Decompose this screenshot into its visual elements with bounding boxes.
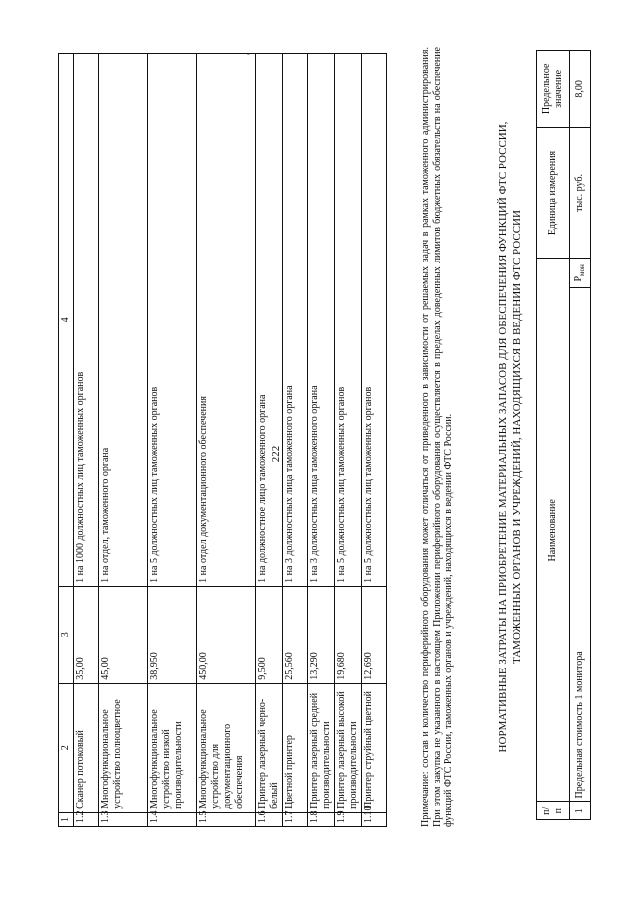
material-symbol <box>570 259 591 287</box>
section-title-line: НОРМАТИВНЫЕ ЗАТРАТЫ НА ПРИОБРЕТЕНИЕ МАТЕРИАЛЬНЫХ ЗАПАСОВ ДЛЯ ОБЕСПЕЧЕНИЯ ФУНКЦИЙ ФТС РОССИИ, <box>497 121 509 753</box>
equipment-name: Многофункциональное устройство низкой производительности <box>148 683 197 812</box>
equipment-norm: 1 на 3 должностных лица таможенного органа <box>283 54 308 587</box>
header-name: Наименование <box>537 259 570 802</box>
materials-table <box>536 50 591 820</box>
equipment-norm: 1 на 3 должностных лица таможенного органа <box>308 54 335 587</box>
row-number: 1.10 <box>362 812 387 826</box>
equipment-price: 35,00 <box>74 586 99 683</box>
row-number: 1.7 <box>283 812 308 826</box>
table-row <box>570 51 591 820</box>
equipment-name: Многофункциональное устройство полноцветное <box>99 683 148 812</box>
table-row <box>148 54 197 827</box>
footnote: Примечание: состав и количество периферийного оборудования может отличаться от приведенного в зависимости от решаемых задач в рамках таможенного администрирования. При этом закупка не указанного в настоящем Приложении периферийного оборудования осуществляется в пределах доведенных лимитов бюджетных обязательств на обеспечение функций ФТС России, таможенных органов и учреждений, находящихся в ведении ФТС России. <box>420 47 454 827</box>
table-row <box>74 54 99 827</box>
table-row <box>362 54 387 827</box>
equipment-name: Принтер лазерный средней производительности <box>308 683 335 812</box>
section-title <box>496 47 524 827</box>
row-number: 1.6 <box>256 812 283 826</box>
materials-table-header <box>537 51 570 820</box>
header-value: Предельное значение <box>537 51 570 128</box>
table-row <box>197 54 256 827</box>
equipment-norm: 1 на должностное лицо таможенного органа <box>256 54 283 587</box>
equipment-price: 25,560 <box>283 586 308 683</box>
row-number: 1.4 <box>148 812 197 826</box>
page-number: 222 <box>270 445 282 463</box>
equipment-price: 12,690 <box>362 586 387 683</box>
equipment-name: Принтер струйный цветной <box>362 683 387 812</box>
table-row <box>99 54 148 827</box>
equipment-norm: 1 на отдел, таможенного органа <box>99 54 148 587</box>
table-row <box>335 54 362 827</box>
equipment-norm: 1 на 1000 должностных лиц таможенных органов <box>74 54 99 587</box>
row-number: 1.5 <box>197 812 256 826</box>
row-number: 1.8 <box>308 812 335 826</box>
symbol-base: P <box>572 275 584 282</box>
row-number: 1 <box>570 802 591 820</box>
material-unit: тыс. руб. <box>570 127 591 258</box>
header-cell: 2 <box>59 683 74 812</box>
table-row <box>308 54 335 827</box>
table-row <box>256 54 283 827</box>
header-cell: 1 <box>59 812 74 826</box>
equipment-norm: 1 на отдел документационного обеспечения <box>197 54 256 587</box>
equipment-price: 45,00 <box>99 586 148 683</box>
header-cell: 4 <box>59 54 74 587</box>
symbol-subscript: мон <box>577 264 586 276</box>
equipment-name: Многофункциональное устройство для документационного обеспечения <box>197 683 256 812</box>
stray-mark: ′ <box>246 52 257 55</box>
equipment-norm: 1 на 5 должностных лиц таможенных органов <box>148 54 197 587</box>
row-number: 1.2 <box>74 812 99 826</box>
equipment-price: 13,290 <box>308 586 335 683</box>
table-row <box>283 54 308 827</box>
header-unit: Единица измерения <box>537 127 570 258</box>
equipment-price: 38,950 <box>148 586 197 683</box>
equipment-table <box>58 53 387 827</box>
equipment-price: 19,680 <box>335 586 362 683</box>
row-number: 1.3 <box>99 812 148 826</box>
section-title-line: ТАМОЖЕННЫХ ОРГАНОВ И УЧРЕЖДЕНИЙ, НАХОДЯЩИХСЯ В ВЕДЕНИИ ФТС РОССИИ <box>511 210 523 664</box>
header-num: п/п <box>537 802 570 820</box>
equipment-name: Принтер лазерный черно-белый <box>256 683 283 812</box>
row-number: 1.9 <box>335 812 362 826</box>
equipment-price: 450,00 <box>197 586 256 683</box>
header-cell: 3 <box>59 586 74 683</box>
material-name: Предельная стоимость 1 монитора <box>570 287 591 802</box>
equipment-name: Принтер лазерный высокой производительности <box>335 683 362 812</box>
equipment-price: 9,500 <box>256 586 283 683</box>
equipment-name: Сканер потоковый <box>74 683 99 812</box>
material-value: 8,00 <box>570 51 591 128</box>
equipment-norm: 1 на 5 должностных лиц таможенных органов <box>362 54 387 587</box>
equipment-name: Цветной принтер <box>283 683 308 812</box>
equipment-norm: 1 на 5 должностных лиц таможенных органов <box>335 54 362 587</box>
equipment-table-header <box>59 54 74 827</box>
